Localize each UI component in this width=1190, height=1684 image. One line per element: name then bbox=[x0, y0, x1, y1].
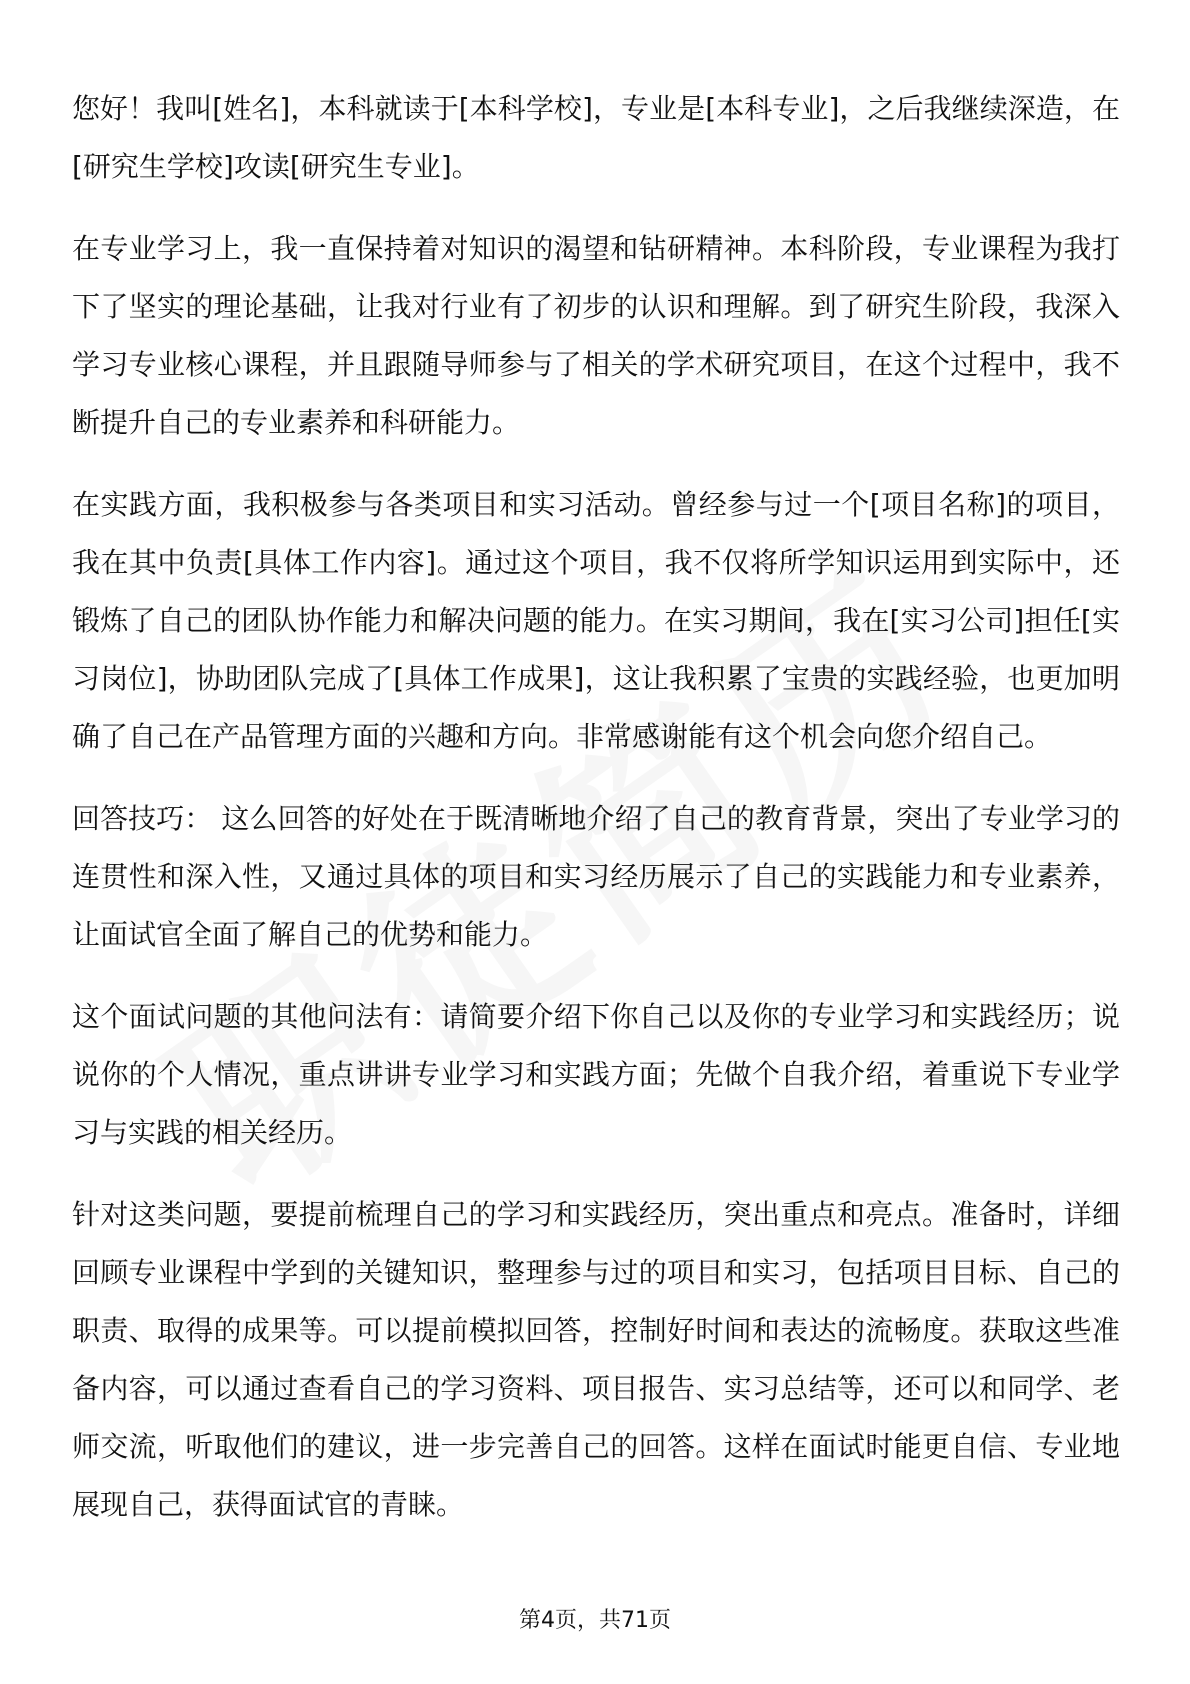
page-number-footer: 第4页，共71页 bbox=[519, 1608, 671, 1633]
paragraph-professional-study: 在专业学习上，我一直保持着对知识的渴望和钻研精神。本科阶段，专业课程为我打下了坚实的理论基础，让我对行业有了初步的认识和理解。到了研究生阶段，我深入学习专业核心课程，并且跟随导师参与了相关的学术研究项目，在这个过程中，我不断提升自己的专业素养和科研能力。 bbox=[72, 232, 1120, 439]
document-body bbox=[72, 80, 1120, 1558]
paragraph-self-introduction: 您好！我叫[姓名]，本科就读于[本科学校]，专业是[本科专业]，之后我继续深造，在[研究生学校]攻读[研究生专业]。 bbox=[72, 92, 1120, 183]
paragraph-answer-tips: 回答技巧： 这么回答的好处在于既清晰地介绍了自己的教育背景，突出了专业学习的连贯性和深入性，又通过具体的项目和实习经历展示了自己的实践能力和专业素养，让面试官全面了解自己的优势和能力。 bbox=[72, 802, 1120, 951]
paragraph-practice-experience: 在实践方面，我积极参与各类项目和实习活动。曾经参与过一个[项目名称]的项目，我在其中负责[具体工作内容]。通过这个项目，我不仅将所学知识运用到实际中，还锻炼了自己的团队协作能力和解决问题的能力。在实习期间，我在[实习公司]担任[实习岗位]，协助团队完成了[具体工作成果]，这让我积累了宝贵的实践经验，也更加明确了自己在产品管理方面的兴趣和方向。非常感谢能有这个机会向您介绍自己。 bbox=[72, 488, 1120, 753]
paragraph-preparation-advice: 针对这类问题，要提前梳理自己的学习和实践经历，突出重点和亮点。准备时，详细回顾专业课程中学到的关键知识，整理参与过的项目和实习，包括项目目标、自己的职责、取得的成果等。可以提前模拟回答，控制好时间和表达的流畅度。获取这些准备内容，可以通过查看自己的学习资料、项目报告、实习总结等，还可以和同学、老师交流，听取他们的建议，进一步完善自己的回答。这样在面试时能更自信、专业地展现自己，获得面试官的青睐。 bbox=[72, 1198, 1120, 1521]
paragraph-alternative-questions: 这个面试问题的其他问法有：请简要介绍下你自己以及你的专业学习和实践经历；说说你的个人情况，重点讲讲专业学习和实践方面；先做个自我介绍，着重说下专业学习与实践的相关经历。 bbox=[72, 1000, 1120, 1149]
